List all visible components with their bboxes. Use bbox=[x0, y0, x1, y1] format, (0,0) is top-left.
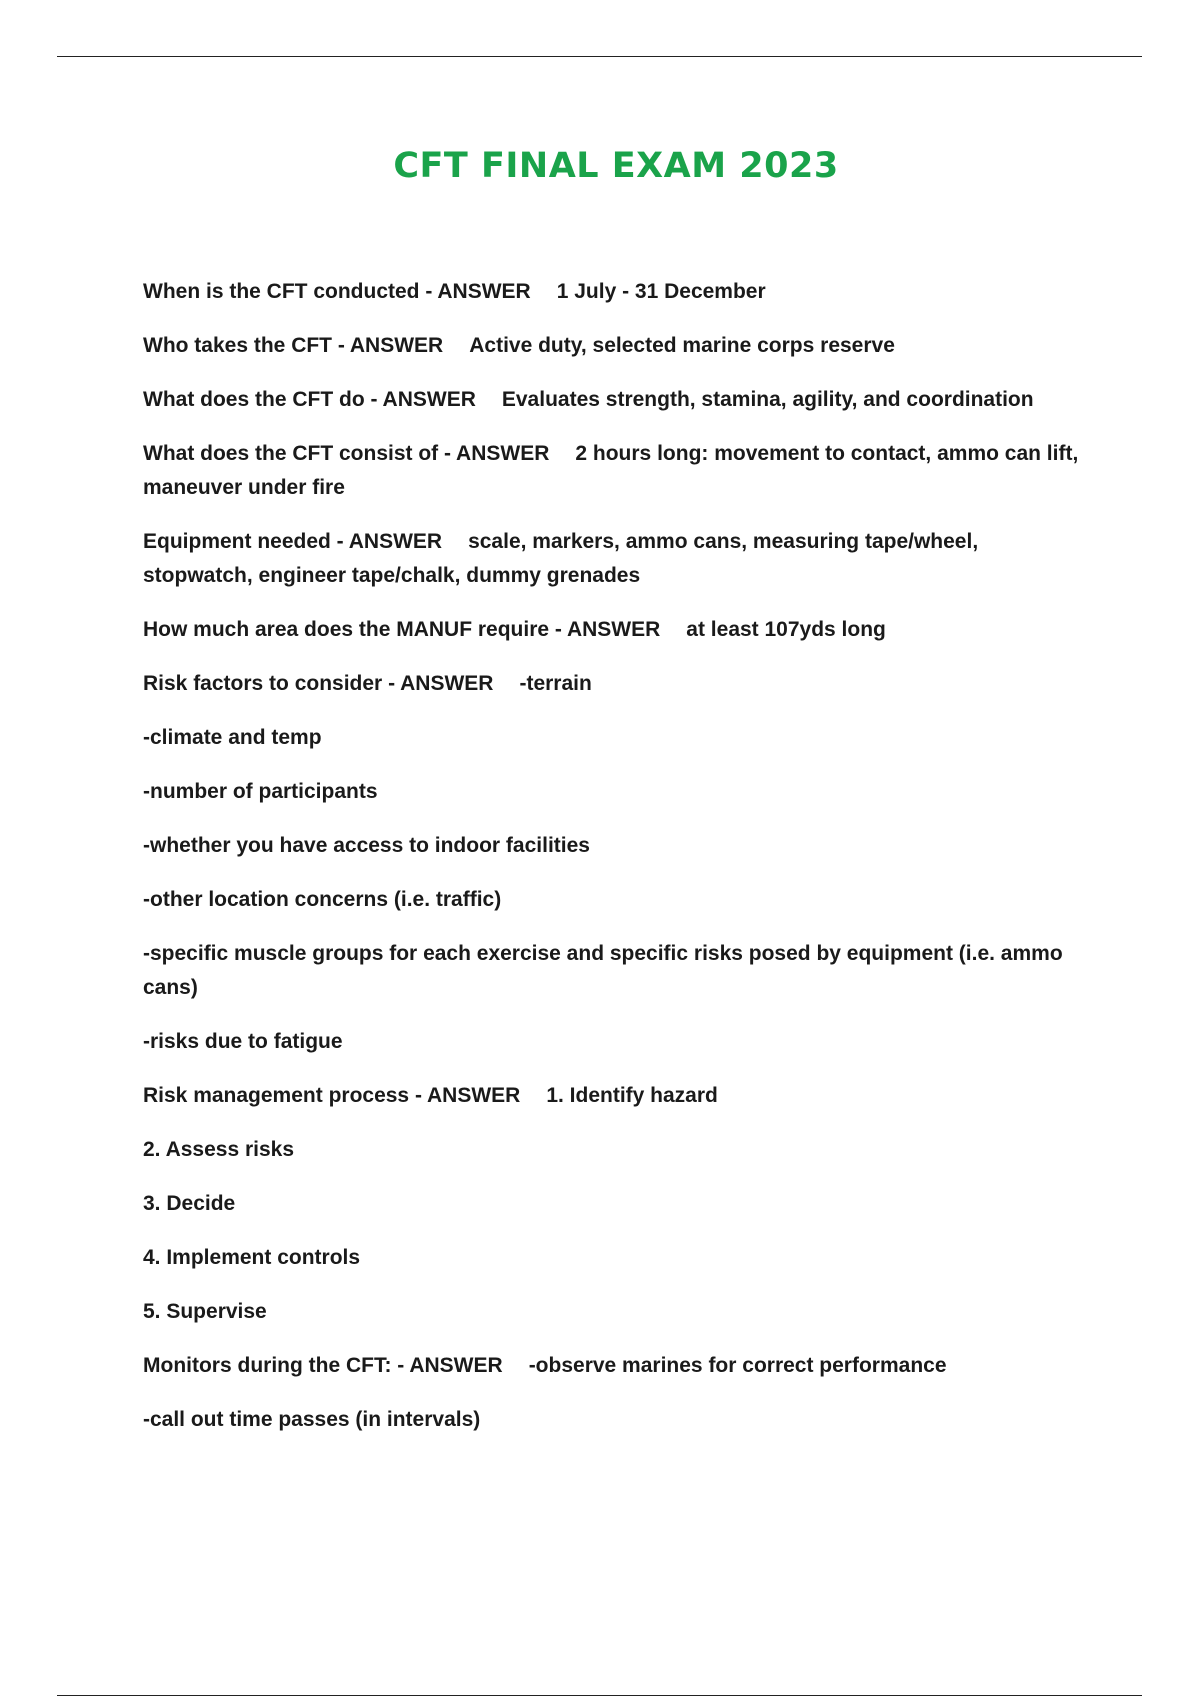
document-title: CFT FINAL EXAM 2023 bbox=[393, 146, 839, 186]
answer-text: -specific muscle groups for each exercise and specific risks posed by equipment (i.e. ammo cans) bbox=[143, 942, 1063, 999]
answer-text: 5. Supervise bbox=[143, 1300, 267, 1323]
question-text: How much area does the MANUF require - ANSWER bbox=[143, 618, 661, 641]
answer-continuation bbox=[143, 1133, 1088, 1167]
answer-continuation bbox=[143, 775, 1088, 809]
answer-text: -call out time passes (in intervals) bbox=[143, 1408, 481, 1431]
question-text: Equipment needed - ANSWER bbox=[143, 530, 443, 553]
answer-text: -number of participants bbox=[143, 780, 378, 803]
answer-text: -climate and temp bbox=[143, 726, 322, 749]
answer-continuation bbox=[143, 937, 1088, 1005]
answer-text: scale, markers, ammo cans, measuring tape/wheel, stopwatch, engineer tape/chalk, dummy grenades bbox=[143, 530, 979, 587]
qa-line bbox=[143, 329, 1088, 363]
top-rule bbox=[57, 56, 1142, 57]
answer-continuation bbox=[143, 1187, 1088, 1221]
qa-line bbox=[143, 383, 1088, 417]
answer-continuation bbox=[143, 1025, 1088, 1059]
answer-text: 2. Assess risks bbox=[143, 1138, 295, 1161]
answer-continuation bbox=[143, 1241, 1088, 1275]
answer-text: -terrain bbox=[519, 672, 592, 695]
answer-text: Evaluates strength, stamina, agility, and coordination bbox=[501, 388, 1034, 411]
question-text: Who takes the CFT - ANSWER bbox=[143, 334, 444, 357]
qa-line bbox=[143, 667, 1088, 701]
answer-continuation bbox=[143, 883, 1088, 917]
answer-text: -risks due to fatigue bbox=[143, 1030, 343, 1053]
document-body bbox=[143, 275, 1088, 1457]
answer-text: -whether you have access to indoor facilities bbox=[143, 834, 590, 857]
answer-continuation bbox=[143, 1403, 1088, 1437]
answer-text: 4. Implement controls bbox=[143, 1246, 361, 1269]
answer-continuation bbox=[143, 721, 1088, 755]
question-text: When is the CFT conducted - ANSWER bbox=[143, 280, 531, 303]
question-text: Monitors during the CFT: - ANSWER bbox=[143, 1354, 503, 1377]
answer-continuation bbox=[143, 829, 1088, 863]
answer-continuation bbox=[143, 1295, 1088, 1329]
question-text: Risk factors to consider - ANSWER bbox=[143, 672, 494, 695]
answer-text: 3. Decide bbox=[143, 1192, 236, 1215]
answer-text: 2 hours long: movement to contact, ammo can lift, maneuver under fire bbox=[143, 442, 1079, 499]
qa-line bbox=[143, 437, 1088, 505]
qa-line bbox=[143, 525, 1088, 593]
qa-line bbox=[143, 275, 1088, 309]
answer-text: -other location concerns (i.e. traffic) bbox=[143, 888, 502, 911]
qa-line bbox=[143, 1349, 1088, 1383]
answer-text: 1. Identify hazard bbox=[546, 1084, 718, 1107]
bottom-rule bbox=[57, 1695, 1142, 1696]
answer-text: 1 July - 31 December bbox=[556, 280, 766, 303]
answer-text: at least 107yds long bbox=[686, 618, 886, 641]
question-text: What does the CFT do - ANSWER bbox=[143, 388, 476, 411]
qa-line bbox=[143, 1079, 1088, 1113]
question-text: What does the CFT consist of - ANSWER bbox=[143, 442, 550, 465]
answer-text: -observe marines for correct performance bbox=[528, 1354, 947, 1377]
answer-text: Active duty, selected marine corps reserve bbox=[469, 334, 895, 357]
question-text: Risk management process - ANSWER bbox=[143, 1084, 521, 1107]
qa-line bbox=[143, 613, 1088, 647]
